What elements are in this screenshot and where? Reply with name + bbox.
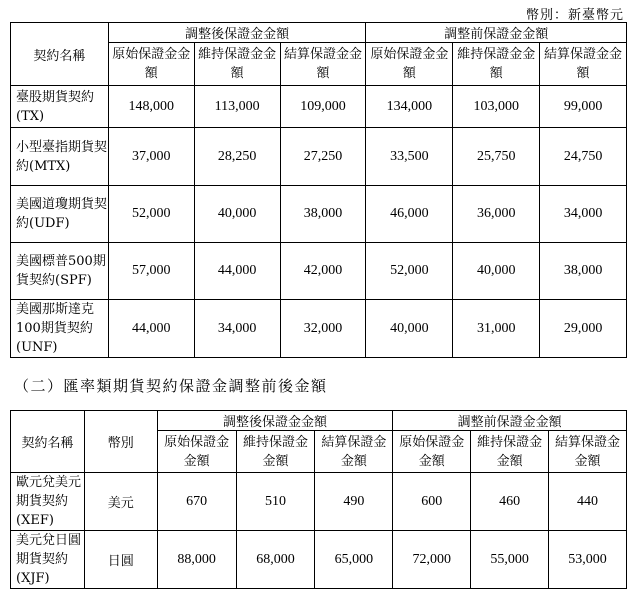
value-cell: 38,000 xyxy=(540,243,627,300)
value-cell: 28,250 xyxy=(194,128,280,186)
table-row xyxy=(11,531,627,589)
sub-header: 原始保證金金額 xyxy=(393,431,471,473)
value-cell: 44,000 xyxy=(194,243,280,300)
value-cell: 68,000 xyxy=(236,531,315,589)
contract-name: 小型臺指期貨契約(MTX) xyxy=(11,128,109,186)
value-cell: 490 xyxy=(315,473,393,531)
value-cell: 52,000 xyxy=(366,243,453,300)
table-row xyxy=(11,300,627,358)
futures-margin-table xyxy=(10,22,627,358)
contract-name: 美國標普500期貨契約(SPF) xyxy=(11,243,109,300)
value-cell: 24,750 xyxy=(540,128,627,186)
contract-name: 美國道瓊期貨契約(UDF) xyxy=(11,186,109,243)
value-cell: 44,000 xyxy=(108,300,194,358)
value-cell: 510 xyxy=(236,473,315,531)
sub-header: 結算保證金金額 xyxy=(540,43,627,86)
after-adjust-header: 調整後保證金金額 xyxy=(108,23,366,43)
value-cell: 88,000 xyxy=(157,531,236,589)
sub-header: 結算保證金金額 xyxy=(549,431,627,473)
value-cell: 29,000 xyxy=(540,300,627,358)
sub-header: 結算保證金金額 xyxy=(280,43,366,86)
value-cell: 40,000 xyxy=(194,186,280,243)
contract-name-header: 契約名稱 xyxy=(11,411,85,473)
value-cell: 103,000 xyxy=(453,86,540,128)
sub-header: 維持保證金金額 xyxy=(453,43,540,86)
value-cell: 600 xyxy=(393,473,471,531)
currency-cell: 日圓 xyxy=(84,531,157,589)
sub-header: 原始保證金金額 xyxy=(157,431,236,473)
value-cell: 72,000 xyxy=(393,531,471,589)
value-cell: 37,000 xyxy=(108,128,194,186)
value-cell: 148,000 xyxy=(108,86,194,128)
value-cell: 52,000 xyxy=(108,186,194,243)
value-cell: 55,000 xyxy=(471,531,549,589)
sub-header: 原始保證金金額 xyxy=(108,43,194,86)
value-cell: 460 xyxy=(471,473,549,531)
value-cell: 134,000 xyxy=(366,86,453,128)
value-cell: 440 xyxy=(549,473,627,531)
contract-name: 臺股期貨契約(TX) xyxy=(11,86,109,128)
table-row xyxy=(11,243,627,300)
sub-header: 維持保證金金額 xyxy=(471,431,549,473)
contract-name: 美元兌日圓期貨契約(XJF) xyxy=(11,531,85,589)
section-title: （二）匯率類期貨契約保證金調整前後金額 xyxy=(14,377,328,395)
sub-header: 維持保證金金額 xyxy=(236,431,315,473)
sub-header: 原始保證金金額 xyxy=(366,43,453,86)
value-cell: 109,000 xyxy=(280,86,366,128)
table-row xyxy=(11,473,627,531)
value-cell: 25,750 xyxy=(453,128,540,186)
value-cell: 27,250 xyxy=(280,128,366,186)
value-cell: 65,000 xyxy=(315,531,393,589)
contract-name: 歐元兌美元期貨契約(XEF) xyxy=(11,473,85,531)
contract-name-header: 契約名稱 xyxy=(11,23,109,86)
table-row xyxy=(11,186,627,243)
value-cell: 40,000 xyxy=(366,300,453,358)
value-cell: 34,000 xyxy=(540,186,627,243)
value-cell: 31,000 xyxy=(453,300,540,358)
sub-header: 結算保證金金額 xyxy=(315,431,393,473)
after-adjust-header: 調整後保證金金額 xyxy=(157,411,393,431)
fx-futures-margin-table xyxy=(10,410,627,589)
table-row xyxy=(11,128,627,186)
value-cell: 32,000 xyxy=(280,300,366,358)
currency-unit-note: 幣別：新臺幣元 xyxy=(525,8,624,23)
value-cell: 34,000 xyxy=(194,300,280,358)
currency-header: 幣別 xyxy=(84,411,157,473)
currency-cell: 美元 xyxy=(84,473,157,531)
value-cell: 113,000 xyxy=(194,86,280,128)
value-cell: 38,000 xyxy=(280,186,366,243)
value-cell: 53,000 xyxy=(549,531,627,589)
before-adjust-header: 調整前保證金金額 xyxy=(393,411,627,431)
value-cell: 33,500 xyxy=(366,128,453,186)
value-cell: 670 xyxy=(157,473,236,531)
contract-name: 美國那斯達克100期貨契約(UNF) xyxy=(11,300,109,358)
value-cell: 40,000 xyxy=(453,243,540,300)
value-cell: 36,000 xyxy=(453,186,540,243)
table-row xyxy=(11,86,627,128)
value-cell: 46,000 xyxy=(366,186,453,243)
before-adjust-header: 調整前保證金金額 xyxy=(366,23,627,43)
value-cell: 57,000 xyxy=(108,243,194,300)
value-cell: 99,000 xyxy=(540,86,627,128)
value-cell: 42,000 xyxy=(280,243,366,300)
sub-header: 維持保證金金額 xyxy=(194,43,280,86)
